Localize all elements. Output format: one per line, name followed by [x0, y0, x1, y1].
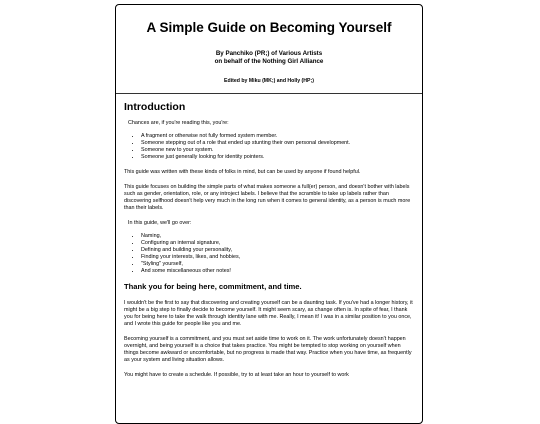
thanks-paragraph: You might have to create a schedule. If possible, try to at least take an hour to yourself to work	[124, 372, 349, 378]
list-item: • A fragment or otherwise not fully formed system member.	[141, 133, 414, 140]
list-item: • Finding your interests, likes, and hobbies,	[141, 254, 414, 261]
thanks-paragraph: Becoming yourself is a commitment, and you must set aside time to work on it. The work unfortunately doesn't happen overnight, and being yourself is a choice that takes practice. You might be tempted to stop working on yourself when things become awkward or uncomfortable, but no progress is made that way. Practice when you have time, as frequently as your system and living situation allows.	[124, 336, 412, 363]
list-item: • And some miscellaneous other notes!	[141, 268, 414, 275]
byline	[124, 50, 414, 66]
intro-lead: Chances are, if you're reading this, you're:	[128, 120, 229, 126]
section-heading-thanks: Thank you for being here, commitment, and time.	[124, 282, 302, 291]
list-item: • Defining and building your personality,	[141, 247, 414, 254]
byline-affiliation: on behalf of the Nothing Girl Alliance	[214, 58, 324, 65]
document-title: A Simple Guide on Becoming Yourself	[146, 20, 392, 35]
edited-by: Edited by Miku (MK;) and Holly (HP;)	[224, 78, 314, 84]
list-item: • Configuring an internal signature,	[141, 240, 414, 247]
overview-list	[124, 233, 414, 275]
list-item: • Someone new to your system.	[141, 147, 414, 154]
intro-paragraph: This guide focuses on building the simple parts of what makes someone a full(er) person, and doesn't bother with labels such as gender, orientation, role, or any introject labels. I believe that the scramble to take up labels rather than discovering selfhood doesn't help very much in the long run when it comes to general identity, as a person is much more than their labels.	[124, 184, 411, 211]
list-item: • "Styling" yourself,	[141, 261, 414, 268]
overview-lead: In this guide, we'll go over:	[128, 220, 192, 226]
intro-audience-list	[124, 133, 414, 161]
list-item: • Someone just generally looking for identity pointers.	[141, 154, 414, 161]
section-heading-introduction: Introduction	[124, 101, 186, 113]
thanks-paragraph: I wouldn't be the first to say that discovering and creating yourself can be a daunting task. If you've had a longer history, it might be a big step to finally decide to become yourself. It might seem scary, as change often is. In spite of fear, I thank you for being here to take the walk through identity lane with me. Really, I mean it! I was in a similar position to you once, and I wrote this guide for people like you and me.	[124, 300, 413, 327]
list-item: • Someone stepping out of a role that ended up stunting their own personal development.	[141, 140, 414, 147]
document-page	[115, 4, 423, 424]
header-divider	[116, 93, 422, 94]
byline-author: By Panchiko (PR;) of Various Artists	[215, 50, 323, 57]
list-item: • Naming,	[141, 233, 414, 240]
intro-paragraph: This guide was written with these kinds of folks in mind, but can be used by anyone if found helpful.	[124, 169, 361, 175]
